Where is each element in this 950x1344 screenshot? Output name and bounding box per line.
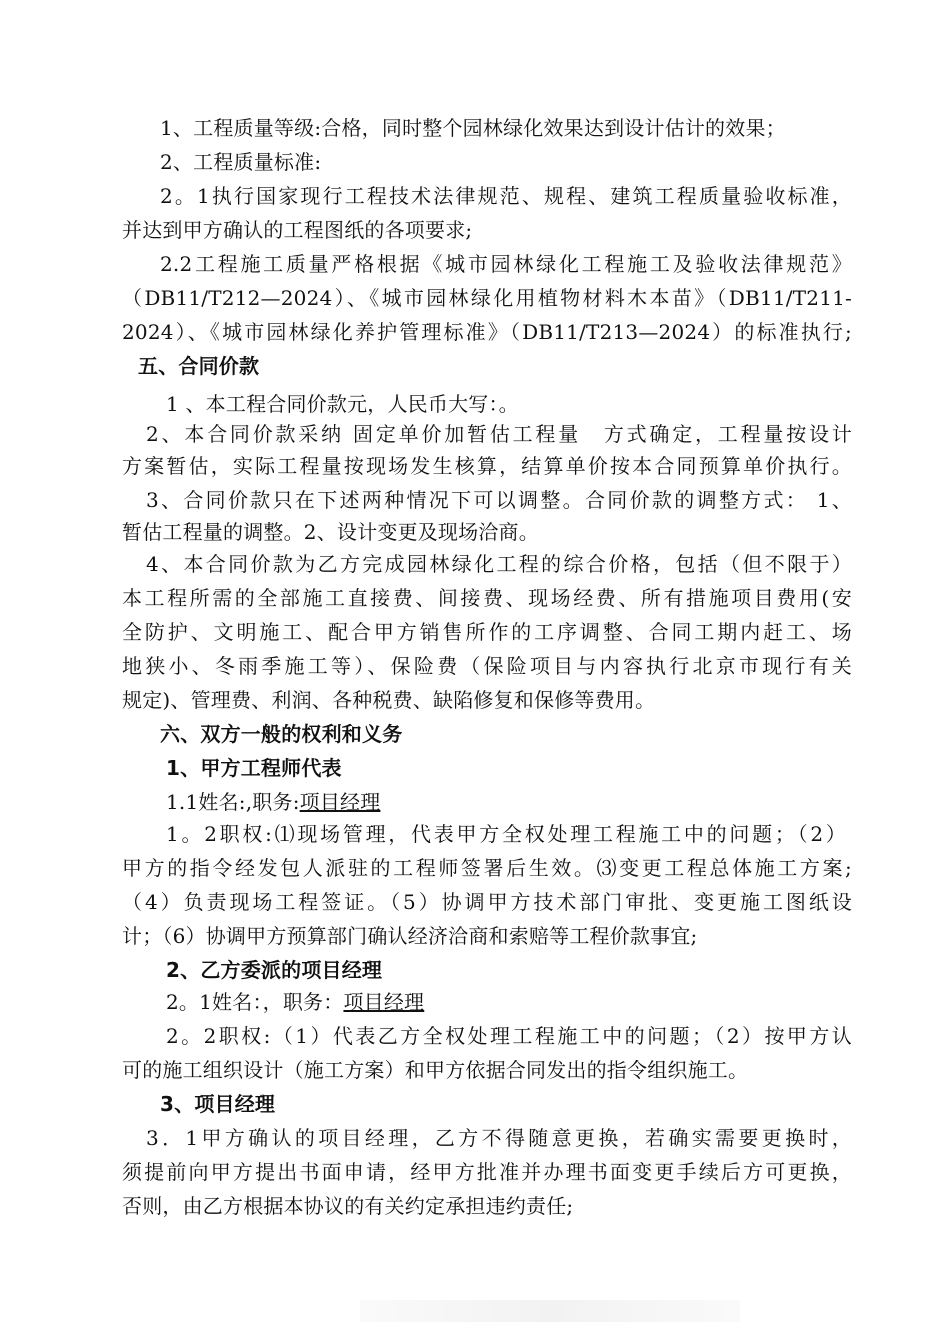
paragraph-line: 并达到甲方确认的工程图纸的各项要求; (122, 218, 473, 242)
paragraph-line: 1、工程质量等级:合格，同时整个园林绿化效果达到设计估计的效果； (160, 116, 786, 140)
paragraph-line: （4）负责现场工程签证。（5）协调甲方技术部门审批、变更施工图纸设 (122, 890, 852, 914)
paragraph-line: 地狭小、冬雨季施工等）、保险费（保险项目与内容执行北京市现行有关 (122, 654, 852, 678)
paragraph-line: 可的施工组织设计（施工方案）和甲方依据合同发出的指令组织施工。 (122, 1058, 749, 1082)
paragraph-line: 3．1甲方确认的项目经理，乙方不得随意更换，若确实需要更换时， (146, 1126, 852, 1150)
faint-watermark (360, 1300, 740, 1322)
paragraph-line: 须提前向甲方提出书面申请，经甲方批准并办理书面变更手续后方可更换， (122, 1160, 852, 1184)
section-heading: 五、合同价款 (138, 354, 260, 378)
name-title-label: 2。1姓名：，职务： (166, 990, 344, 1014)
paragraph-line: 2。1执行国家现行工程技术法律规范、规程、建筑工程质量验收标准， (160, 184, 852, 208)
paragraph-line: 2.2工程施工质量严格根据《城市园林绿化工程施工及验收法律规范》 (160, 252, 852, 276)
paragraph-line: 计；（6）协调甲方预算部门确认经济洽商和索赔等工程价款事宜; (122, 924, 698, 948)
paragraph-line (166, 988, 424, 1016)
paragraph-line: 方案暂估，实际工程量按现场发生核算，结算单价按本合同预算单价执行。 (122, 454, 852, 478)
subsection-heading: 3、项目经理 (160, 1092, 276, 1116)
section-heading: 六、双方一般的权利和义务 (160, 722, 403, 746)
paragraph-line: 2、工程质量标准: (160, 150, 322, 174)
paragraph-line: 4、本合同价款为乙方完成园林绿化工程的综合价格，包括（但不限于） (146, 552, 852, 576)
paragraph-line: 2。2职权:（1）代表乙方全权处理工程施工中的问题；（2）按甲方认 (166, 1024, 852, 1048)
job-title-value: 项目经理 (343, 990, 425, 1014)
paragraph-line: 暂估工程量的调整。2、设计变更及现场洽商。 (122, 520, 539, 544)
paragraph-line: （DB11/T212—2024）、《城市园林绿化用植物材料木本苗》（DB11/T211- (122, 286, 852, 310)
paragraph-line: 本工程所需的全部施工直接费、间接费、现场经费、所有措施项目费用(安 (122, 586, 852, 610)
subsection-heading: 2、乙方委派的项目经理 (166, 958, 383, 982)
paragraph-line: 3、合同价款只在下述两种情况下可以调整。合同价款的调整方式： 1、 (146, 488, 852, 512)
paragraph-line: 否则，由乙方根据本协议的有关约定承担违约责任; (122, 1194, 574, 1218)
paragraph-line: 1。2职权:⑴现场管理，代表甲方全权处理工程施工中的问题；（2） (166, 822, 846, 846)
paragraph-line: 甲方的指令经发包人派驻的工程师签署后生效。⑶变更工程总体施工方案; (122, 856, 852, 880)
job-title-value: 项目经理 (299, 790, 381, 814)
name-title-label: 1.1姓名:,职务: (166, 790, 300, 814)
paragraph-line: 2024）、《城市园林绿化养护管理标准》（DB11/T213—2024）的标准执行; (122, 320, 852, 344)
paragraph-line: 1 、本工程合同价款元，人民币大写：。 (166, 392, 519, 416)
paragraph-line: 2、本合同价款采纳 固定单价加暂估工程量 方式确定，工程量按设计 (146, 422, 852, 446)
paragraph-line (166, 788, 380, 816)
paragraph-line: 全防护、文明施工、配合甲方销售所作的工序调整、合同工期内赶工、场 (122, 620, 852, 644)
paragraph-line: 规定)、管理费、利润、各种税费、缺陷修复和保修等费用。 (122, 688, 656, 712)
subsection-heading: 1、甲方工程师代表 (166, 756, 342, 780)
